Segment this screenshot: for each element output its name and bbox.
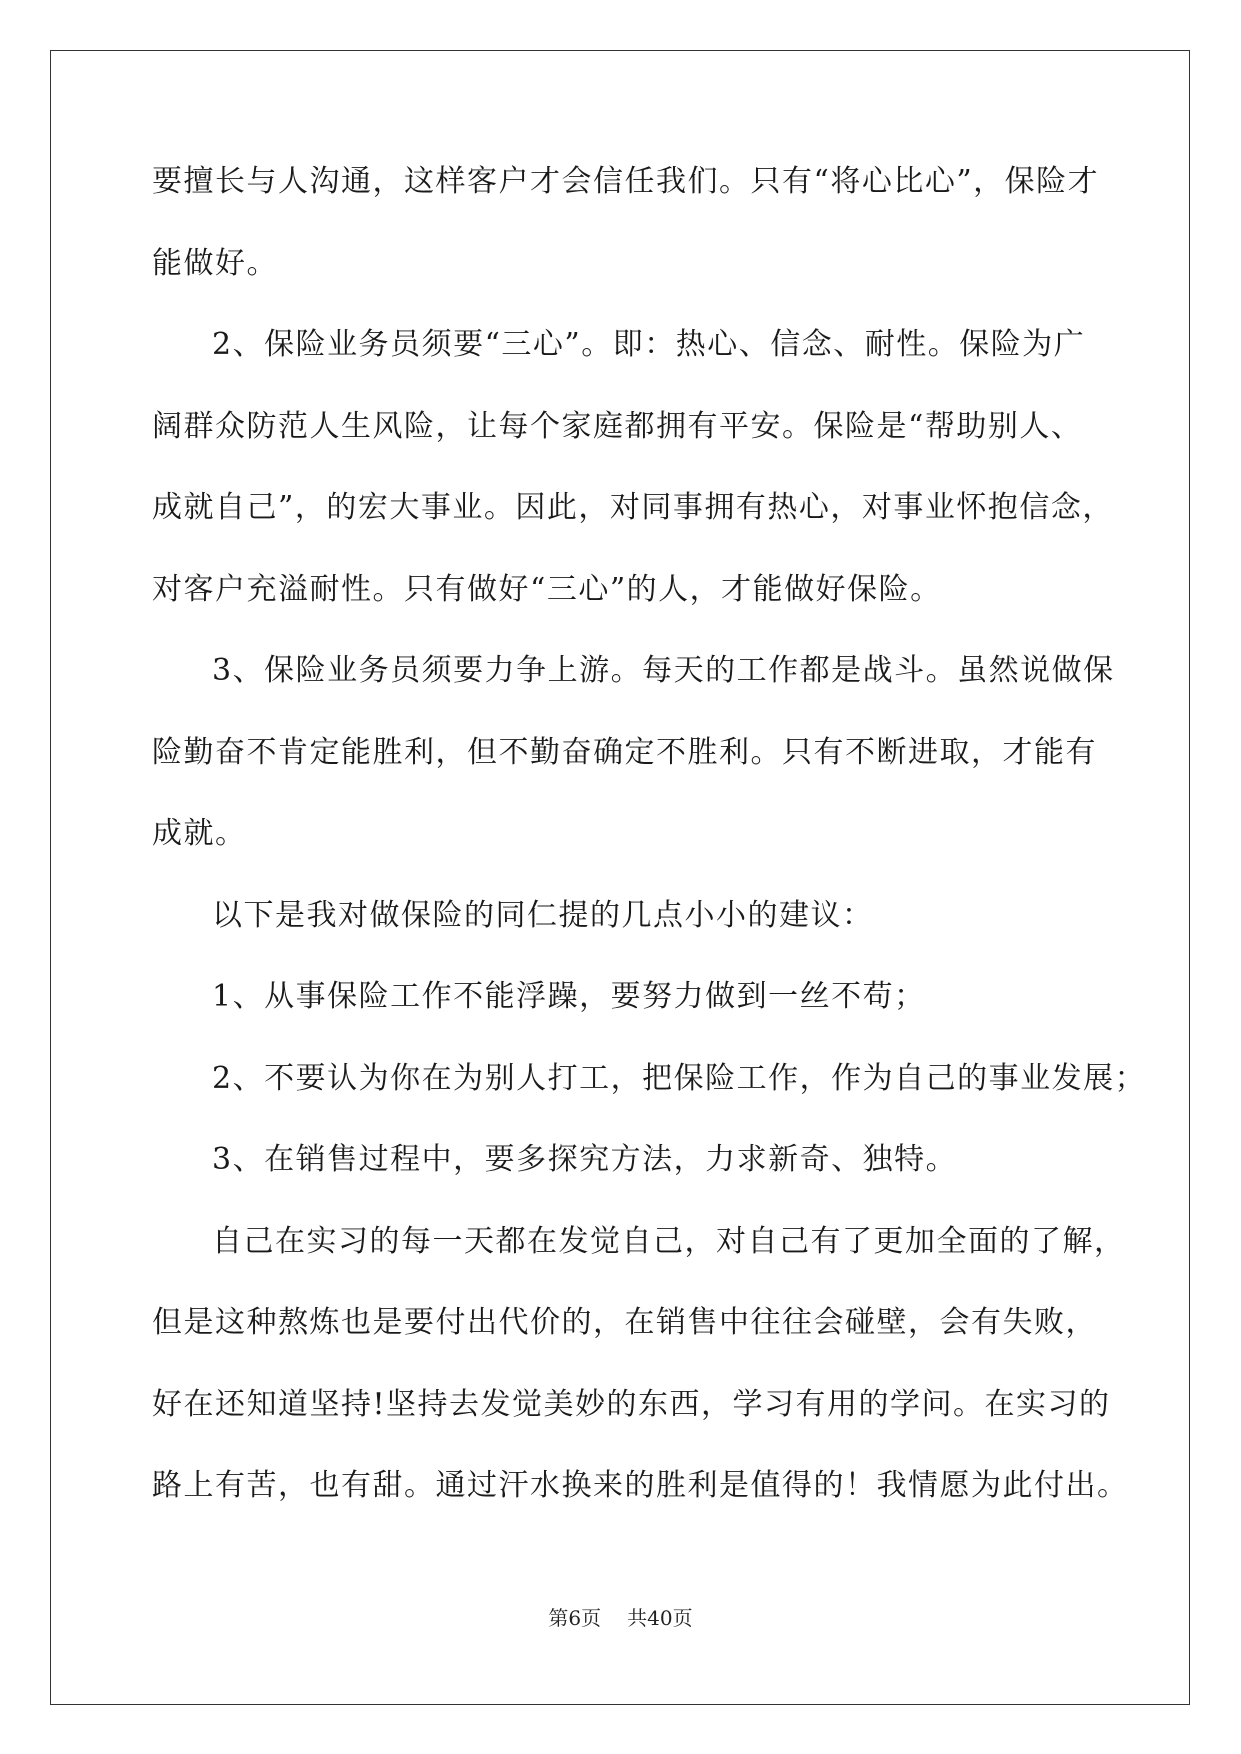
body-line: 阔群众防范人生风险，让每个家庭都拥有平安。保险是“帮助别人、 [152,408,1083,444]
document-body [152,160,1147,1546]
page-footer [0,1606,1241,1630]
body-line: 能做好。 [152,245,278,281]
paragraph-line: 以下是我对做保险的同仁提的几点小小的建议： [212,897,874,933]
body-line: 成就。 [152,816,247,851]
paragraph-line: 3、保险业务员须要力争上游。每天的工作都是战斗。虽然说做保 [212,653,1115,688]
body-line: 要擅长与人沟通，这样客户才会信任我们。只有“将心比心”，保险才 [152,164,1100,199]
page-number: 第6页 [548,1606,602,1630]
list-item: 1、从事保险工作不能浮躁，要努力做到一丝不苟； [212,979,926,1014]
body-line: 好在还知道坚持!坚持去发觉美妙的东西，学习有用的学问。在实习的 [152,1386,1111,1422]
body-line: 成就自己”，的宏大事业。因此，对同事拥有热心，对事业怀抱信念， [152,490,1114,525]
paragraph-line: 自己在实习的每一天都在发觉自己，对自己有了更加全面的了解， [212,1223,1126,1259]
body-line: 但是这种熬炼也是要付出代价的，在销售中往往会碰壁，会有失败， [152,1305,1097,1340]
page-total: 共40页 [627,1606,693,1630]
list-item: 3、在销售过程中，要多探究方法，力求新奇、独特。 [212,1142,958,1177]
paragraph-line: 2、保险业务员须要“三心”。即：热心、信念、耐性。保险为广 [212,327,1086,362]
body-line: 险勤奋不肯定能胜利，但不勤奋确定不胜利。只有不断进取，才能有 [152,734,1097,770]
body-line: 路上有苦，也有甜。通过汗水换来的胜利是值得的！我情愿为此付出。 [152,1468,1129,1503]
body-line: 对客户充溢耐性。只有做好“三心”的人，才能做好保险。 [152,571,942,607]
list-item: 2、不要认为你在为别人打工，把保险工作，作为自己的事业发展； [212,1060,1147,1096]
